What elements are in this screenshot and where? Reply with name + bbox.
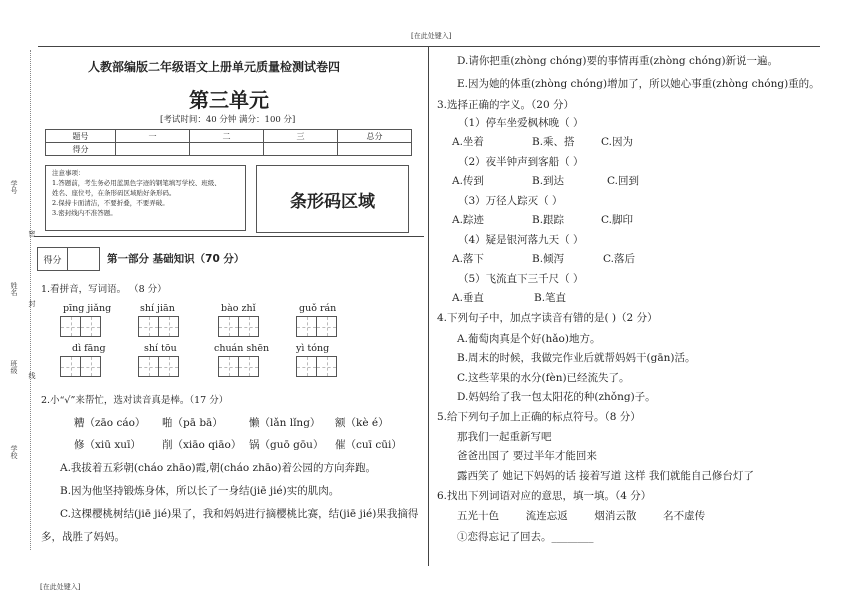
- q3-title: 3.选择正确的字义。（20 分）: [437, 99, 574, 111]
- q2-option[interactable]: 修（xiū xuī）: [74, 439, 141, 451]
- score-header-cell: 三: [264, 130, 338, 143]
- q6-item[interactable]: ①恋得忘记了回去。________: [457, 531, 594, 543]
- notice-item: 3.密封线内不准答题。: [52, 209, 117, 217]
- pinyin-label: guǒ rán: [299, 303, 337, 314]
- q2-option[interactable]: 啪（pā bā）: [162, 417, 223, 429]
- q3-option[interactable]: B.跟踪: [532, 214, 565, 226]
- q2-option[interactable]: 懒（lǎn lǐng）: [249, 417, 321, 429]
- notice-item: 1.答题前，考生务必用蓝黑色字迹的钢笔填写学校、班级、: [52, 179, 221, 187]
- pinyin-label: shí tōu: [144, 343, 177, 354]
- margin-mark-close: 封: [28, 300, 36, 307]
- writing-grid[interactable]: [219, 356, 259, 377]
- q3-option[interactable]: B.倾泻: [532, 253, 565, 265]
- q2-option[interactable]: 催（cuī cūi）: [335, 439, 402, 451]
- q2-sentence-b: B.因为他坚持锻炼身体，所以长了一身结(jiē jié)实的肌肉。: [60, 485, 340, 497]
- score-table: [45, 129, 412, 156]
- q3-option[interactable]: C.回到: [607, 175, 639, 187]
- q2-option[interactable]: 额（kè é）: [335, 417, 389, 429]
- q6-title: 6.找出下列词语对应的意思，填一填。（4 分）: [437, 490, 652, 502]
- q4-option[interactable]: B.周末的时候，我做完作业后就帮妈妈干(gān)活。: [457, 352, 696, 364]
- q3-item: （1）停车坐爱枫林晚（ ）: [458, 117, 584, 129]
- footer-note: [在此处键入]: [40, 583, 81, 591]
- notice-box: [45, 165, 246, 231]
- margin-mark-line: 线: [28, 372, 36, 379]
- section-rule: [34, 236, 424, 237]
- margin-label-student-id: 学号: [10, 180, 18, 194]
- q5-title: 5.给下列句子加上正确的标点符号。（8 分）: [437, 411, 641, 423]
- score-cell[interactable]: [338, 143, 412, 156]
- pinyin-label: shí jiān: [140, 303, 175, 314]
- score-cell[interactable]: [116, 143, 190, 156]
- q3-option[interactable]: B.到达: [532, 175, 565, 187]
- score-header-cell: 一: [116, 130, 190, 143]
- q2-sentence-a: A.我拔着五彩朝(cháo zhāo)霞,朝(cháo zhāo)着公园的方向奔跑。: [60, 462, 377, 474]
- column-divider: [428, 46, 429, 566]
- score-table-score-row: [46, 143, 412, 156]
- q2-sentence-d: D.请你把重(zhòng chóng)要的事情再重(zhòng chóng)新说一遍。: [457, 55, 779, 67]
- score-row-label: 得分: [46, 143, 116, 156]
- part1-title: 第一部分 基础知识（70 分）: [107, 253, 245, 265]
- writing-grid[interactable]: [139, 356, 179, 377]
- q3-option[interactable]: B.笔直: [534, 292, 567, 304]
- q5-sentence: 爸爸出国了 要过半年才能回来: [457, 450, 597, 462]
- q3-option[interactable]: A.坐着: [452, 136, 484, 148]
- q2-sentence-c-cont: 多，战胜了妈妈。: [41, 531, 125, 543]
- margin-mark-seal: 密: [28, 230, 36, 237]
- q5-sentence: 露西笑了 她记下妈妈的话 接着写道 这样 我们就能自己修台灯了: [457, 470, 754, 482]
- q2-option[interactable]: 锅（guō gōu）: [249, 439, 324, 451]
- pinyin-label: dì fāng: [72, 343, 106, 354]
- pinyin-label: pīng jiǎng: [63, 303, 112, 314]
- part1-score-input[interactable]: [68, 248, 99, 270]
- pinyin-label: bào zhǐ: [221, 303, 256, 314]
- q2-option[interactable]: 削（xiāo qiāo）: [162, 439, 242, 451]
- part1-score-label: 得分: [38, 248, 68, 270]
- exam-title: 人教部编版二年级语文上册单元质量检测试卷四: [88, 60, 341, 74]
- q2-sentence-e: E.因为她的体重(zhòng chóng)增加了，所以她心事重(zhòng chóng)重的。: [457, 78, 820, 90]
- q3-option[interactable]: C.脚印: [601, 214, 633, 226]
- q4-option[interactable]: A.葡萄肉真是个好(hǎo)地方。: [457, 333, 601, 345]
- writing-grid[interactable]: [297, 356, 337, 377]
- q3-item: （4）疑是银河落九天（ ）: [458, 234, 584, 246]
- score-header-cell: 总分: [338, 130, 412, 143]
- header-rule: [38, 46, 820, 47]
- q3-option[interactable]: A.落下: [452, 253, 484, 265]
- writing-grid[interactable]: [61, 356, 101, 377]
- exam-info: [考试时间：40 分钟 满分：100 分]: [160, 115, 296, 125]
- notice-item: 姓名、座位号，在条形码区域贴好条形码。: [52, 189, 176, 197]
- header-note: [在此处键入]: [411, 32, 452, 40]
- margin-label-name: 姓名: [10, 282, 18, 296]
- score-header-cell: 二: [190, 130, 264, 143]
- score-cell[interactable]: [264, 143, 338, 156]
- q3-option[interactable]: A.传到: [452, 175, 484, 187]
- part1-score-box: [37, 247, 100, 271]
- q5-sentence: 那我们一起重新写吧: [457, 431, 552, 443]
- pinyin-label: chuán shēn: [214, 343, 270, 354]
- q4-option[interactable]: D.妈妈给了我一包太阳花的种(zhǒng)子。: [457, 391, 656, 403]
- margin-label-school: 学校: [10, 445, 18, 459]
- q2-option[interactable]: 糟（zāo cáo）: [74, 417, 146, 429]
- q1-title: 1.看拼音，写词语。 （8 分）: [41, 284, 167, 295]
- q3-option[interactable]: C.落后: [603, 253, 635, 265]
- notice-title: 注意事项：: [52, 169, 85, 177]
- writing-grid[interactable]: [219, 316, 259, 337]
- score-table-header-row: [46, 130, 412, 143]
- writing-grid[interactable]: [297, 316, 337, 337]
- q4-title: 4.下列句子中，加点字读音有错的是( )（2 分）: [437, 312, 658, 324]
- writing-grid[interactable]: [61, 316, 101, 337]
- q3-option[interactable]: A.垂直: [452, 292, 484, 304]
- writing-grid[interactable]: [139, 316, 179, 337]
- q3-item: （5）飞流直下三千尺（ ）: [458, 273, 584, 285]
- margin-label-class: 班级: [10, 360, 18, 374]
- pinyin-label: yì tóng: [296, 343, 330, 354]
- q2-title: 2.小“√”来帮忙，选对读音真是棒。（17 分）: [41, 395, 229, 406]
- score-cell[interactable]: [190, 143, 264, 156]
- q3-option[interactable]: C.因为: [601, 136, 633, 148]
- score-header-cell: 题号: [46, 130, 116, 143]
- q2-sentence-c: C.这棵樱桃树结(jiē jié)果了，我和妈妈进行摘樱桃比赛，结(jiē jié)果我摘得: [60, 508, 419, 520]
- notice-item: 2.保持卡面清洁，不要折叠，不要弄破。: [52, 199, 169, 207]
- barcode-area: 条形码区域: [256, 165, 409, 233]
- q4-option[interactable]: C.这些苹果的水分(fèn)已经流失了。: [457, 372, 630, 384]
- q3-option[interactable]: B.乘、搭: [532, 136, 575, 148]
- unit-title: 第三单元: [189, 88, 269, 112]
- q6-words: 五光十色 流连忘返 烟消云散 名不虚传: [457, 510, 706, 522]
- q3-item: （2）夜半钟声到客船（ ）: [458, 156, 584, 168]
- q3-option[interactable]: A.踪迹: [452, 214, 484, 226]
- q3-item: （3）万径人踪灭（ ）: [458, 195, 563, 207]
